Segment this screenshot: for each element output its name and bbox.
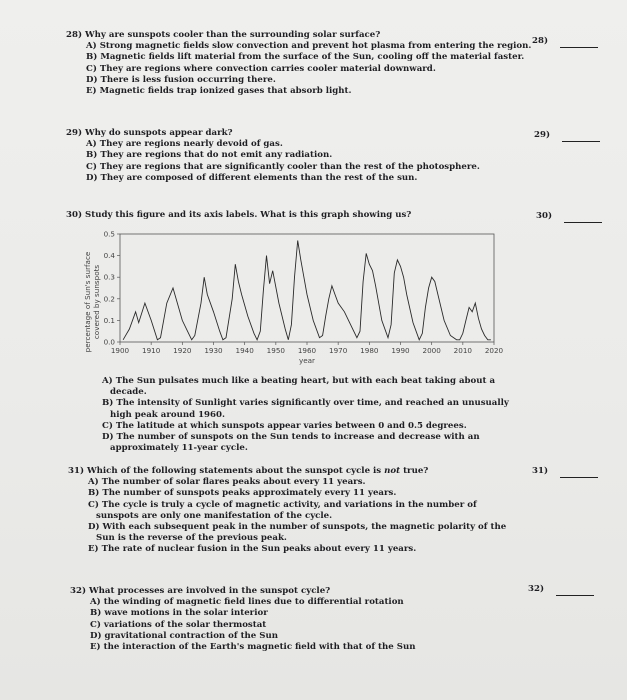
question-31-option-a[interactable]: A) The number of solar flares peaks about every 11 years.	[88, 477, 366, 488]
y-tick-label: 0.2	[103, 294, 115, 304]
question-31-option-c[interactable]: C) The cycle is truly a cycle of magnetic activity, and variations in the number of sunspots are only one manifestation of the cycle.	[88, 499, 477, 521]
answer-blank-30[interactable]	[564, 222, 602, 223]
question-28	[66, 30, 536, 97]
y-tick-label: 0.0	[103, 337, 115, 347]
x-tick-label: 1980	[360, 346, 379, 355]
answer-label-32: 32)	[528, 584, 545, 594]
question-28-option-b[interactable]: B) Magnetic fields lift material from the surface of the Sun, cooling off the material faster.	[86, 52, 525, 63]
question-30-options	[78, 376, 518, 454]
question-31-stem-suffix: true?	[400, 466, 429, 476]
answer-blank-28[interactable]	[560, 47, 598, 48]
question-29	[66, 128, 536, 184]
x-tick-label: 2020	[484, 346, 504, 355]
answer-blank-29[interactable]	[562, 141, 600, 142]
question-30-option-c[interactable]: C) The latitude at which sunspots appear varies between 0 and 0.5 degrees.	[102, 420, 467, 431]
question-29-option-a[interactable]: A) They are regions nearly devoid of gas.	[86, 139, 283, 150]
question-29-option-b[interactable]: B) They are regions that do not emit any radiation.	[86, 150, 333, 161]
answer-label-28: 28)	[532, 36, 549, 46]
x-tick-label: 1920	[173, 346, 192, 355]
question-28-stem: 28) Why are sunspots cooler than the surrounding solar surface?	[66, 30, 381, 40]
x-tick-label: 2000	[422, 346, 441, 355]
y-axis-label	[83, 251, 101, 352]
x-axis-label: year	[298, 356, 316, 365]
question-28-option-e[interactable]: E) Magnetic fields trap ionized gases that absorb light.	[86, 86, 352, 97]
answer-blank-32[interactable]	[556, 595, 594, 596]
question-29-option-d[interactable]: D) They are composed of different elements than the rest of the sun.	[86, 172, 418, 183]
x-tick-label: 1940	[235, 346, 254, 355]
answer-label-29: 29)	[534, 130, 551, 140]
question-32-option-e[interactable]: E) the interaction of the Earth's magnetic field with that of the Sun	[90, 642, 416, 653]
question-32-option-a[interactable]: A) the winding of magnetic field lines due to differential rotation	[90, 597, 404, 608]
question-31-stem-emphasis: not	[384, 466, 401, 476]
question-32-option-d[interactable]: D) gravitational contraction of the Sun	[90, 630, 278, 641]
question-31-stem-prefix: 31) Which of the following statements about the sunspot cycle is	[68, 466, 385, 476]
x-tick-label: 1990	[391, 346, 410, 355]
answer-blank-31[interactable]	[560, 477, 598, 478]
question-32-option-b[interactable]: B) wave motions in the solar interior	[90, 608, 268, 619]
question-29-stem: 29) Why do sunspots appear dark?	[66, 128, 233, 138]
answer-label-31: 31)	[532, 466, 549, 476]
question-31	[68, 466, 518, 556]
plot-area	[120, 234, 494, 342]
x-tick-label: 1960	[297, 346, 317, 355]
question-31-option-b[interactable]: B) The number of sunspots peaks approximately every 11 years.	[88, 488, 397, 499]
question-30-option-b[interactable]: B) The intensity of Sunlight varies significantly over time, and reached an unusually high peak around 1960.	[102, 398, 509, 420]
question-31-option-e[interactable]: E) The rate of nuclear fusion in the Sun peaks about every 11 years.	[88, 544, 417, 555]
question-28-option-a[interactable]: A) Strong magnetic fields slow convection and prevent hot plasma from entering the region.	[86, 41, 532, 52]
sunspot-chart	[80, 228, 540, 373]
x-tick-label: 1900	[110, 346, 130, 355]
y-tick-label: 0.1	[103, 315, 115, 325]
question-32	[70, 586, 510, 653]
question-30-option-d[interactable]: D) The number of sunspots on the Sun tends to increase and decrease with an approximately 11-year cycle.	[102, 432, 480, 454]
question-29-option-c[interactable]: C) They are regions that are significantly cooler than the rest of the photosphere.	[86, 161, 480, 172]
y-axis-label-line2: covered by sunspots	[92, 264, 101, 340]
question-32-stem: 32) What processes are involved in the sunspot cycle?	[70, 586, 331, 596]
x-tick-label: 1950	[266, 346, 285, 355]
question-30	[66, 210, 536, 221]
question-30-stem: 30) Study this figure and its axis labels. What is this graph showing us?	[66, 210, 412, 220]
y-axis-label-line1: percentage of Sun's surface	[83, 251, 92, 353]
x-tick-label: 1970	[329, 346, 348, 355]
y-tick-label: 0.5	[103, 229, 115, 239]
y-tick-label: 0.4	[103, 251, 115, 261]
question-31-option-d[interactable]: D) With each subsequent peak in the number of sunspots, the magnetic polarity of the Sun is the reverse of the previous peak.	[88, 522, 507, 544]
question-28-option-d[interactable]: D) There is less fusion occurring there.	[86, 74, 276, 85]
x-tick-label: 1930	[204, 346, 223, 355]
question-32-option-c[interactable]: C) variations of the solar thermostat	[90, 619, 267, 630]
question-31-stem	[68, 466, 518, 477]
sunspot-series-line	[123, 241, 491, 340]
y-tick-label: 0.3	[103, 272, 115, 282]
question-28-option-c[interactable]: C) They are regions where convection carries cooler material downward.	[86, 63, 436, 74]
answer-label-30: 30)	[536, 211, 553, 221]
x-tick-label: 1910	[142, 346, 161, 355]
question-30-option-a[interactable]: A) The Sun pulsates much like a beating heart, but with each beat taking about a decade.	[102, 376, 496, 398]
x-tick-label: 2010	[453, 346, 472, 355]
